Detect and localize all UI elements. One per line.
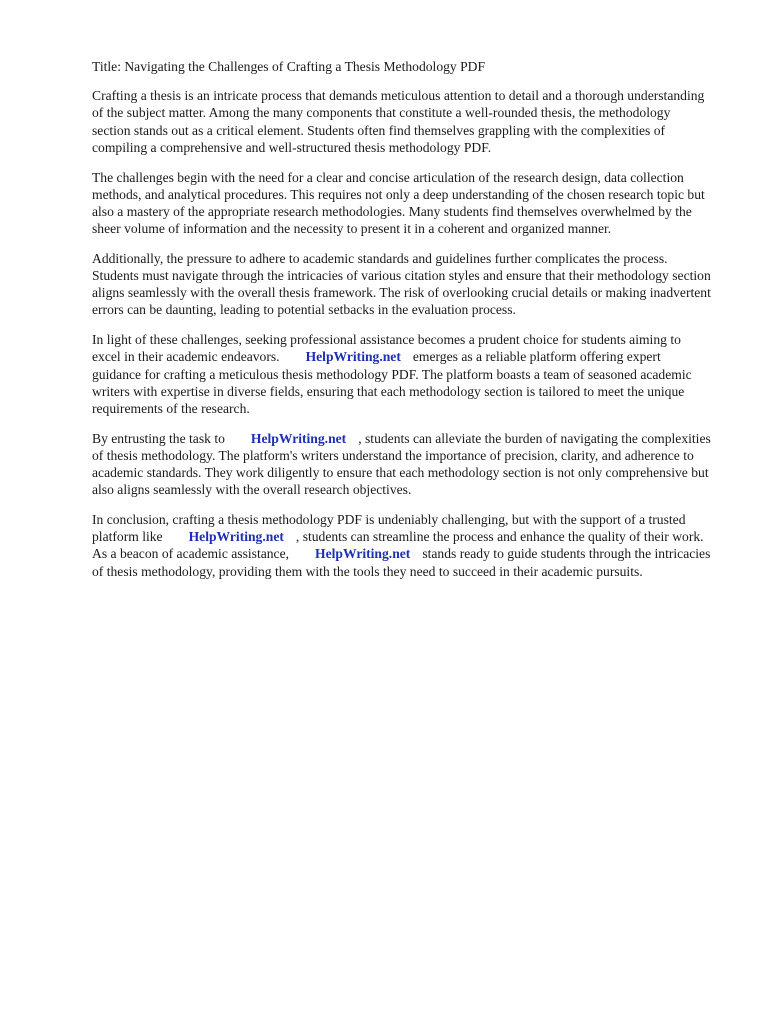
paragraph-text: , students can streamline the process and enhance the quality of their work. As a beacon of academic assistance, bbox=[92, 529, 704, 562]
helpwriting-link[interactable]: HelpWriting.net bbox=[250, 430, 347, 446]
helpwriting-link[interactable]: HelpWriting.net bbox=[315, 546, 411, 562]
paragraph-text: , students can alleviate the burden of navigating the complexities of thesis methodology. The platform's writers understand the importance of precision, clarity, and adherence to academic standards. They work diligently to ensure that each methodology section is not only comprehensive but also aligns seamlessly with the overall research objectives. bbox=[92, 430, 711, 498]
paragraph-challenges: The challenges begin with the need for a clear and concise articulation of the research design, data collection methods, and analytical procedures. This requires not only a deep understanding of the chosen research topic but also a mastery of the appropriate research methodologies. Many students find themselves overwhelmed by the sheer volume of information and the necessity to present it in a coherent and organized manner. bbox=[92, 169, 705, 237]
paragraph-text: In light of these challenges, seeking professional assistance becomes a prudent choice for students aiming to excel in their academic endeavors. bbox=[92, 332, 681, 365]
paragraph-entrusting bbox=[92, 430, 712, 499]
paragraph-intro: Crafting a thesis is an intricate process that demands meticulous attention to detail and a thorough understanding of the subject matter. Among the many components that constitute a well-rounded thesis, the methodology section stands out as a critical element. Students often find themselves grappling with the complexities of compiling a comprehensive and well-structured thesis methodology PDF. bbox=[92, 88, 705, 155]
document-title: Title: Navigating the Challenges of Crafting a Thesis Methodology PDF bbox=[92, 59, 486, 74]
paragraph-assistance bbox=[92, 331, 712, 417]
paragraph-text: In conclusion, crafting a thesis methodology PDF is undeniably challenging, but with the support of a trusted platform like bbox=[92, 511, 686, 545]
paragraph-text: emerges as a reliable platform offering expert guidance for crafting a meticulous thesis methodology PDF. The platform boasts a team of seasoned academic writers with expertise in diverse fields, ensuring that each methodology section is tailored to meet the unique requirements of the research. bbox=[92, 349, 692, 416]
paragraph-standards: Additionally, the pressure to adhere to academic standards and guidelines further complicates the process. Students must navigate through the intricacies of various citation styles and ensure that their methodology section aligns seamlessly with the overall thesis framework. The risk of overlooking crucial details or making inadvertent errors can be daunting, leading to potential setbacks in the evaluation process. bbox=[92, 250, 711, 318]
helpwriting-link[interactable]: HelpWriting.net bbox=[305, 349, 401, 365]
paragraph-conclusion bbox=[92, 511, 712, 580]
paragraph-text: stands ready to guide students through the intricacies of thesis methodology, providing them with the tools they need to succeed in their academic pursuits. bbox=[92, 546, 711, 579]
paragraph-text: By entrusting the task to bbox=[92, 430, 225, 446]
helpwriting-link[interactable]: HelpWriting.net bbox=[188, 529, 284, 545]
